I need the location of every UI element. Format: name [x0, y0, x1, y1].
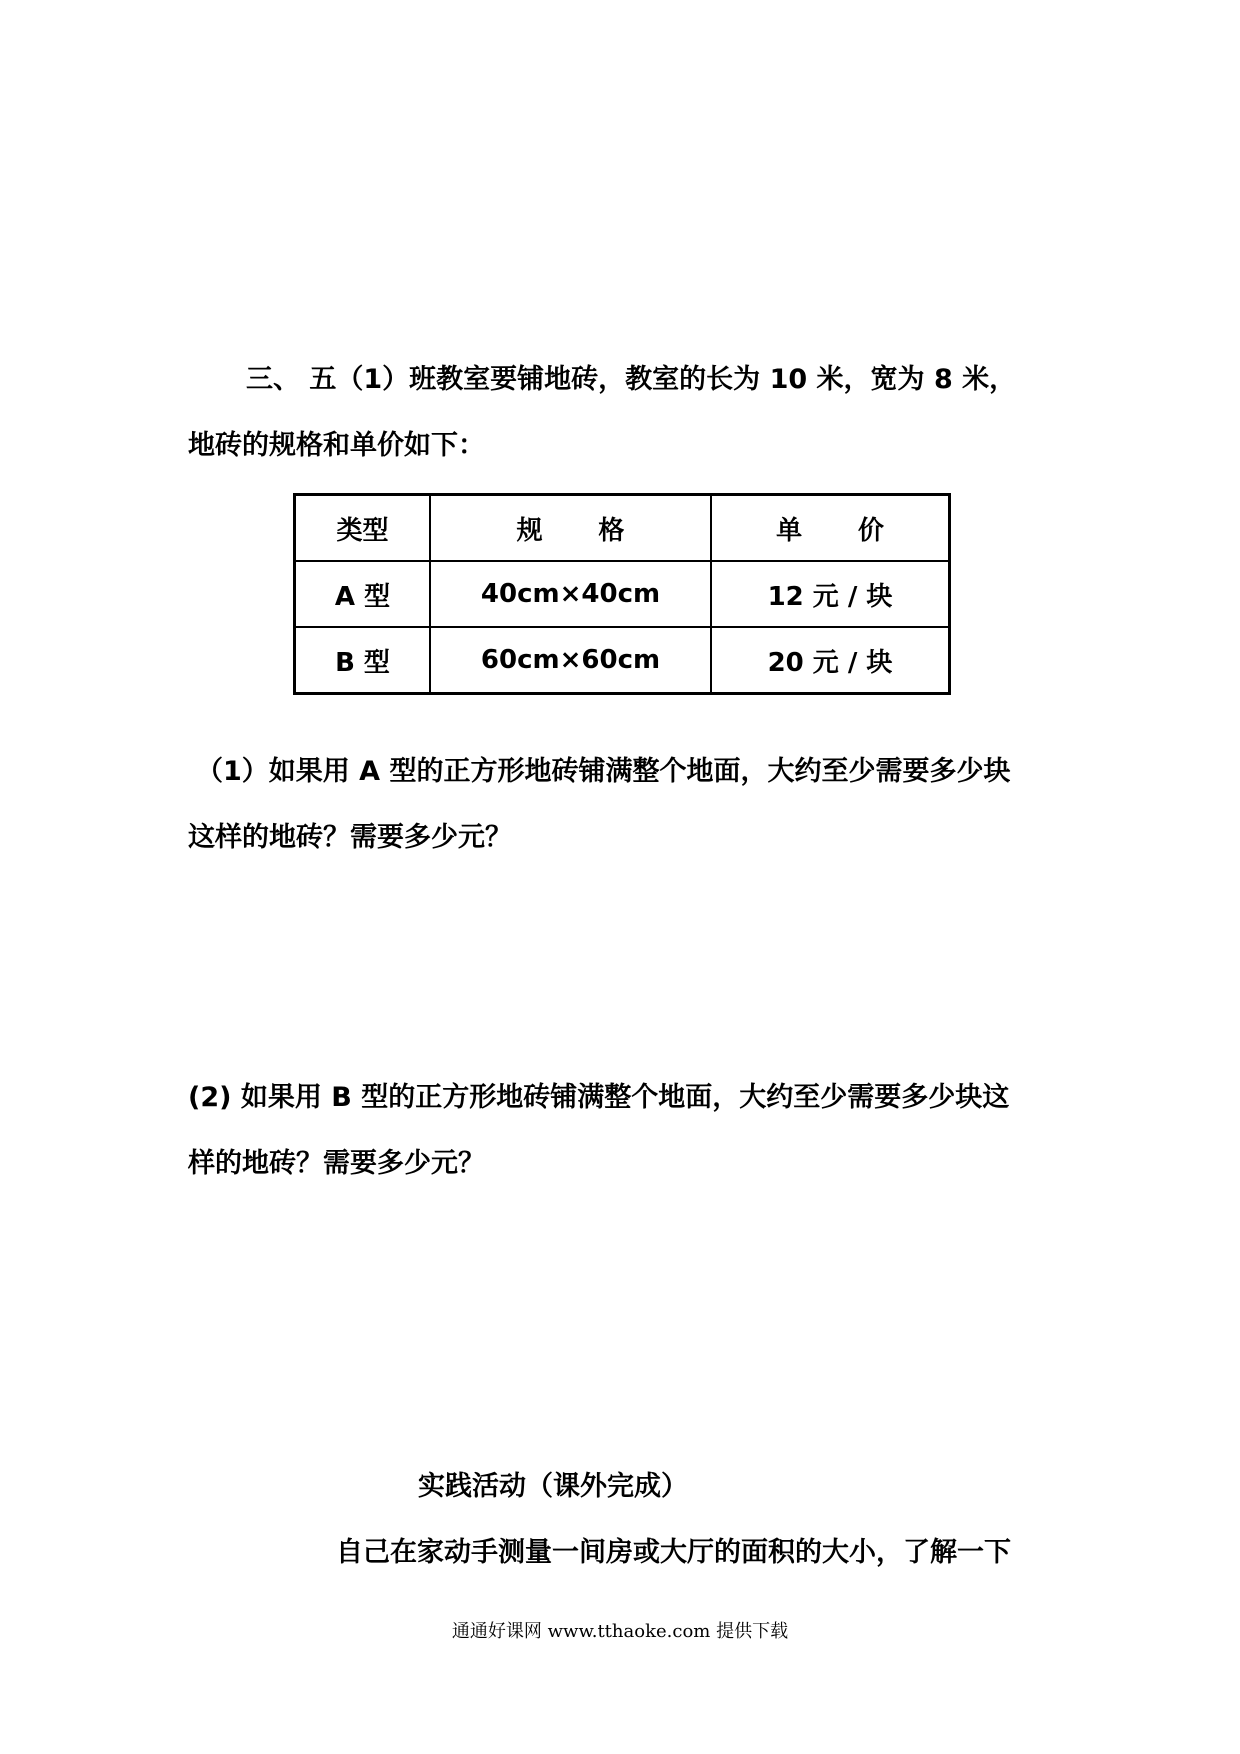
tile-spec-table	[293, 493, 951, 695]
table-row	[295, 627, 950, 694]
question-2-line-1: (2) 如果用 B 型的正方形地砖铺满整个地面，大约至少需要多少块这	[188, 1082, 1010, 1113]
question-1-line-2: 这样的地砖？需要多少元？	[188, 822, 512, 853]
problem-3-line-1: 三、 五（1）班教室要铺地砖，教室的长为 10 米，宽为 8 米，	[246, 364, 1017, 395]
header-type: 类型	[295, 495, 431, 562]
cell-type: A 型	[295, 561, 431, 627]
question-1-line-1: （1）如果用 A 型的正方形地砖铺满整个地面，大约至少需要多少块	[196, 756, 1011, 787]
header-price: 单 价	[711, 495, 950, 562]
question-2-line-2: 样的地砖？需要多少元？	[188, 1148, 485, 1179]
cell-price: 12 元 / 块	[711, 561, 950, 627]
activity-title: 实践活动（课外完成）	[418, 1471, 688, 1502]
cell-spec: 60cm×60cm	[430, 627, 711, 694]
cell-type: B 型	[295, 627, 431, 694]
cell-spec: 40cm×40cm	[430, 561, 711, 627]
table-header-row	[295, 495, 950, 562]
activity-body: 自己在家动手测量一间房或大厅的面积的大小，了解一下	[336, 1537, 1011, 1568]
table-row	[295, 561, 950, 627]
footer-download-note: 通通好课网 www.tthaoke.com 提供下载	[451, 1621, 789, 1642]
header-spec: 规 格	[430, 495, 711, 562]
problem-3-line-2: 地砖的规格和单价如下：	[188, 430, 485, 461]
cell-price: 20 元 / 块	[711, 627, 950, 694]
